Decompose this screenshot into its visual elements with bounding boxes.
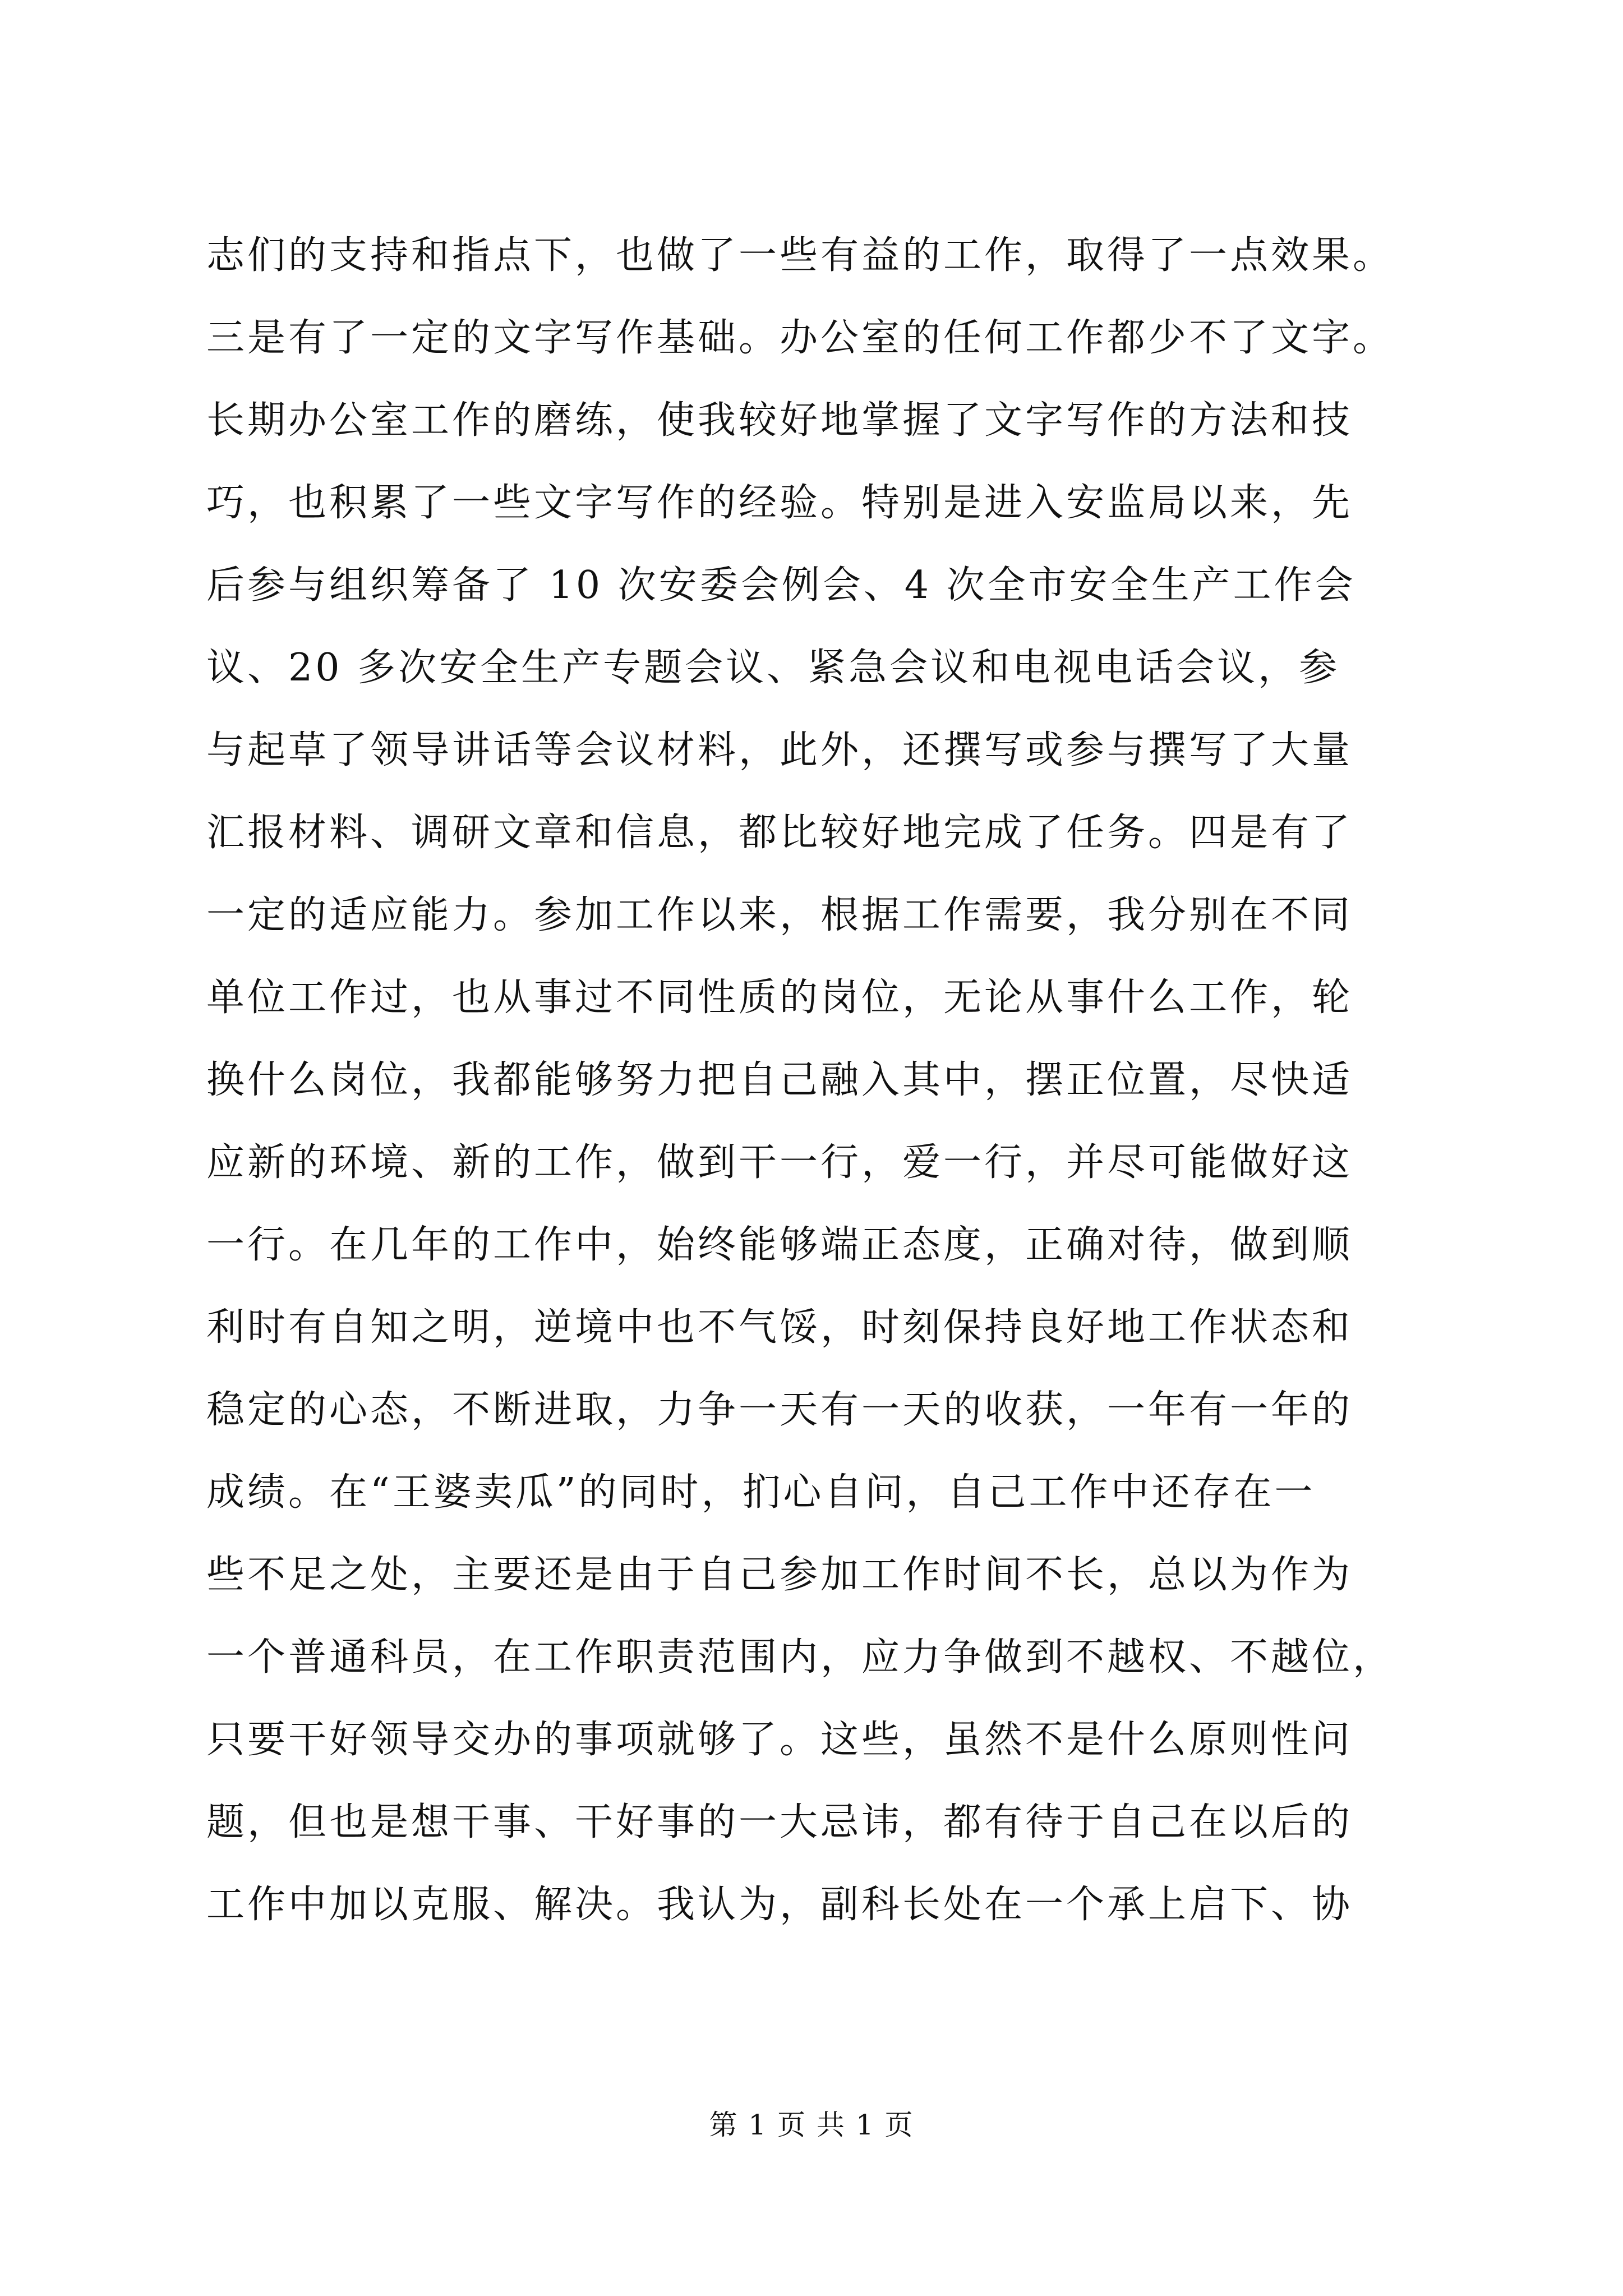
text-line: 单位工作过，也从事过不同性质的岗位，无论从事什么工作，轮 — [206, 976, 1353, 1020]
text-line: 利时有自知之明，逆境中也不气馁，时刻保持良好地工作状态和 — [206, 1305, 1353, 1350]
text-line: 成绩。在“王婆卖瓜”的同时，扪心自问，自己工作中还存在一 — [206, 1470, 1316, 1515]
text-line: 三是有了一定的文字写作基础。办公室的任何工作都少不了文字。 — [206, 316, 1394, 360]
text-line: 应新的环境、新的工作，做到干一行，爱一行，并尽可能做好这 — [206, 1140, 1353, 1185]
text-line: 与起草了领导讲话等会议材料，此外，还撰写或参与撰写了大量 — [206, 728, 1353, 772]
document-body — [206, 214, 1440, 1946]
text-line: 议、20 多次安全生产专题会议、紧急会议和电视电话会议，参 — [206, 646, 1340, 690]
text-line: 只要干好领导交办的事项就够了。这些，虽然不是什么原则性问 — [206, 1718, 1353, 1762]
page-number: 第 1 页 共 1 页 — [709, 2109, 914, 2141]
text-line: 一行。在几年的工作中，始终能够端正态度，正确对待，做到顺 — [206, 1223, 1353, 1267]
text-line: 后参与组织筹备了 10 次安委会例会、4 次全市安全生产工作会 — [206, 563, 1356, 608]
text-line: 工作中加以克服、解决。我认为，副科长处在一个承上启下、协 — [206, 1883, 1353, 1927]
text-line: 换什么岗位，我都能够努力把自己融入其中，摆正位置，尽快适 — [206, 1058, 1353, 1102]
text-line: 汇报材料、调研文章和信息，都比较好地完成了任务。四是有了 — [206, 811, 1353, 855]
text-line: 些不足之处，主要还是由于自己参加工作时间不长，总以为作为 — [206, 1553, 1353, 1597]
text-line: 一个普通科员，在工作职责范围内，应力争做到不越权、不越位， — [206, 1635, 1394, 1680]
text-line: 题，但也是想干事、干好事的一大忌讳，都有待于自己在以后的 — [206, 1800, 1353, 1844]
text-line: 稳定的心态，不断进取，力争一天有一天的收获，一年有一年的 — [206, 1388, 1353, 1432]
text-line: 长期办公室工作的磨练，使我较好地掌握了文字写作的方法和技 — [206, 398, 1353, 443]
text-line: 志们的支持和指点下，也做了一些有益的工作，取得了一点效果。 — [206, 233, 1394, 278]
text-line: 一定的适应能力。参加工作以来，根据工作需要，我分别在不同 — [206, 893, 1353, 937]
text-line: 巧，也积累了一些文字写作的经验。特别是进入安监局以来，先 — [206, 481, 1353, 525]
page-footer — [0, 2102, 1623, 2143]
